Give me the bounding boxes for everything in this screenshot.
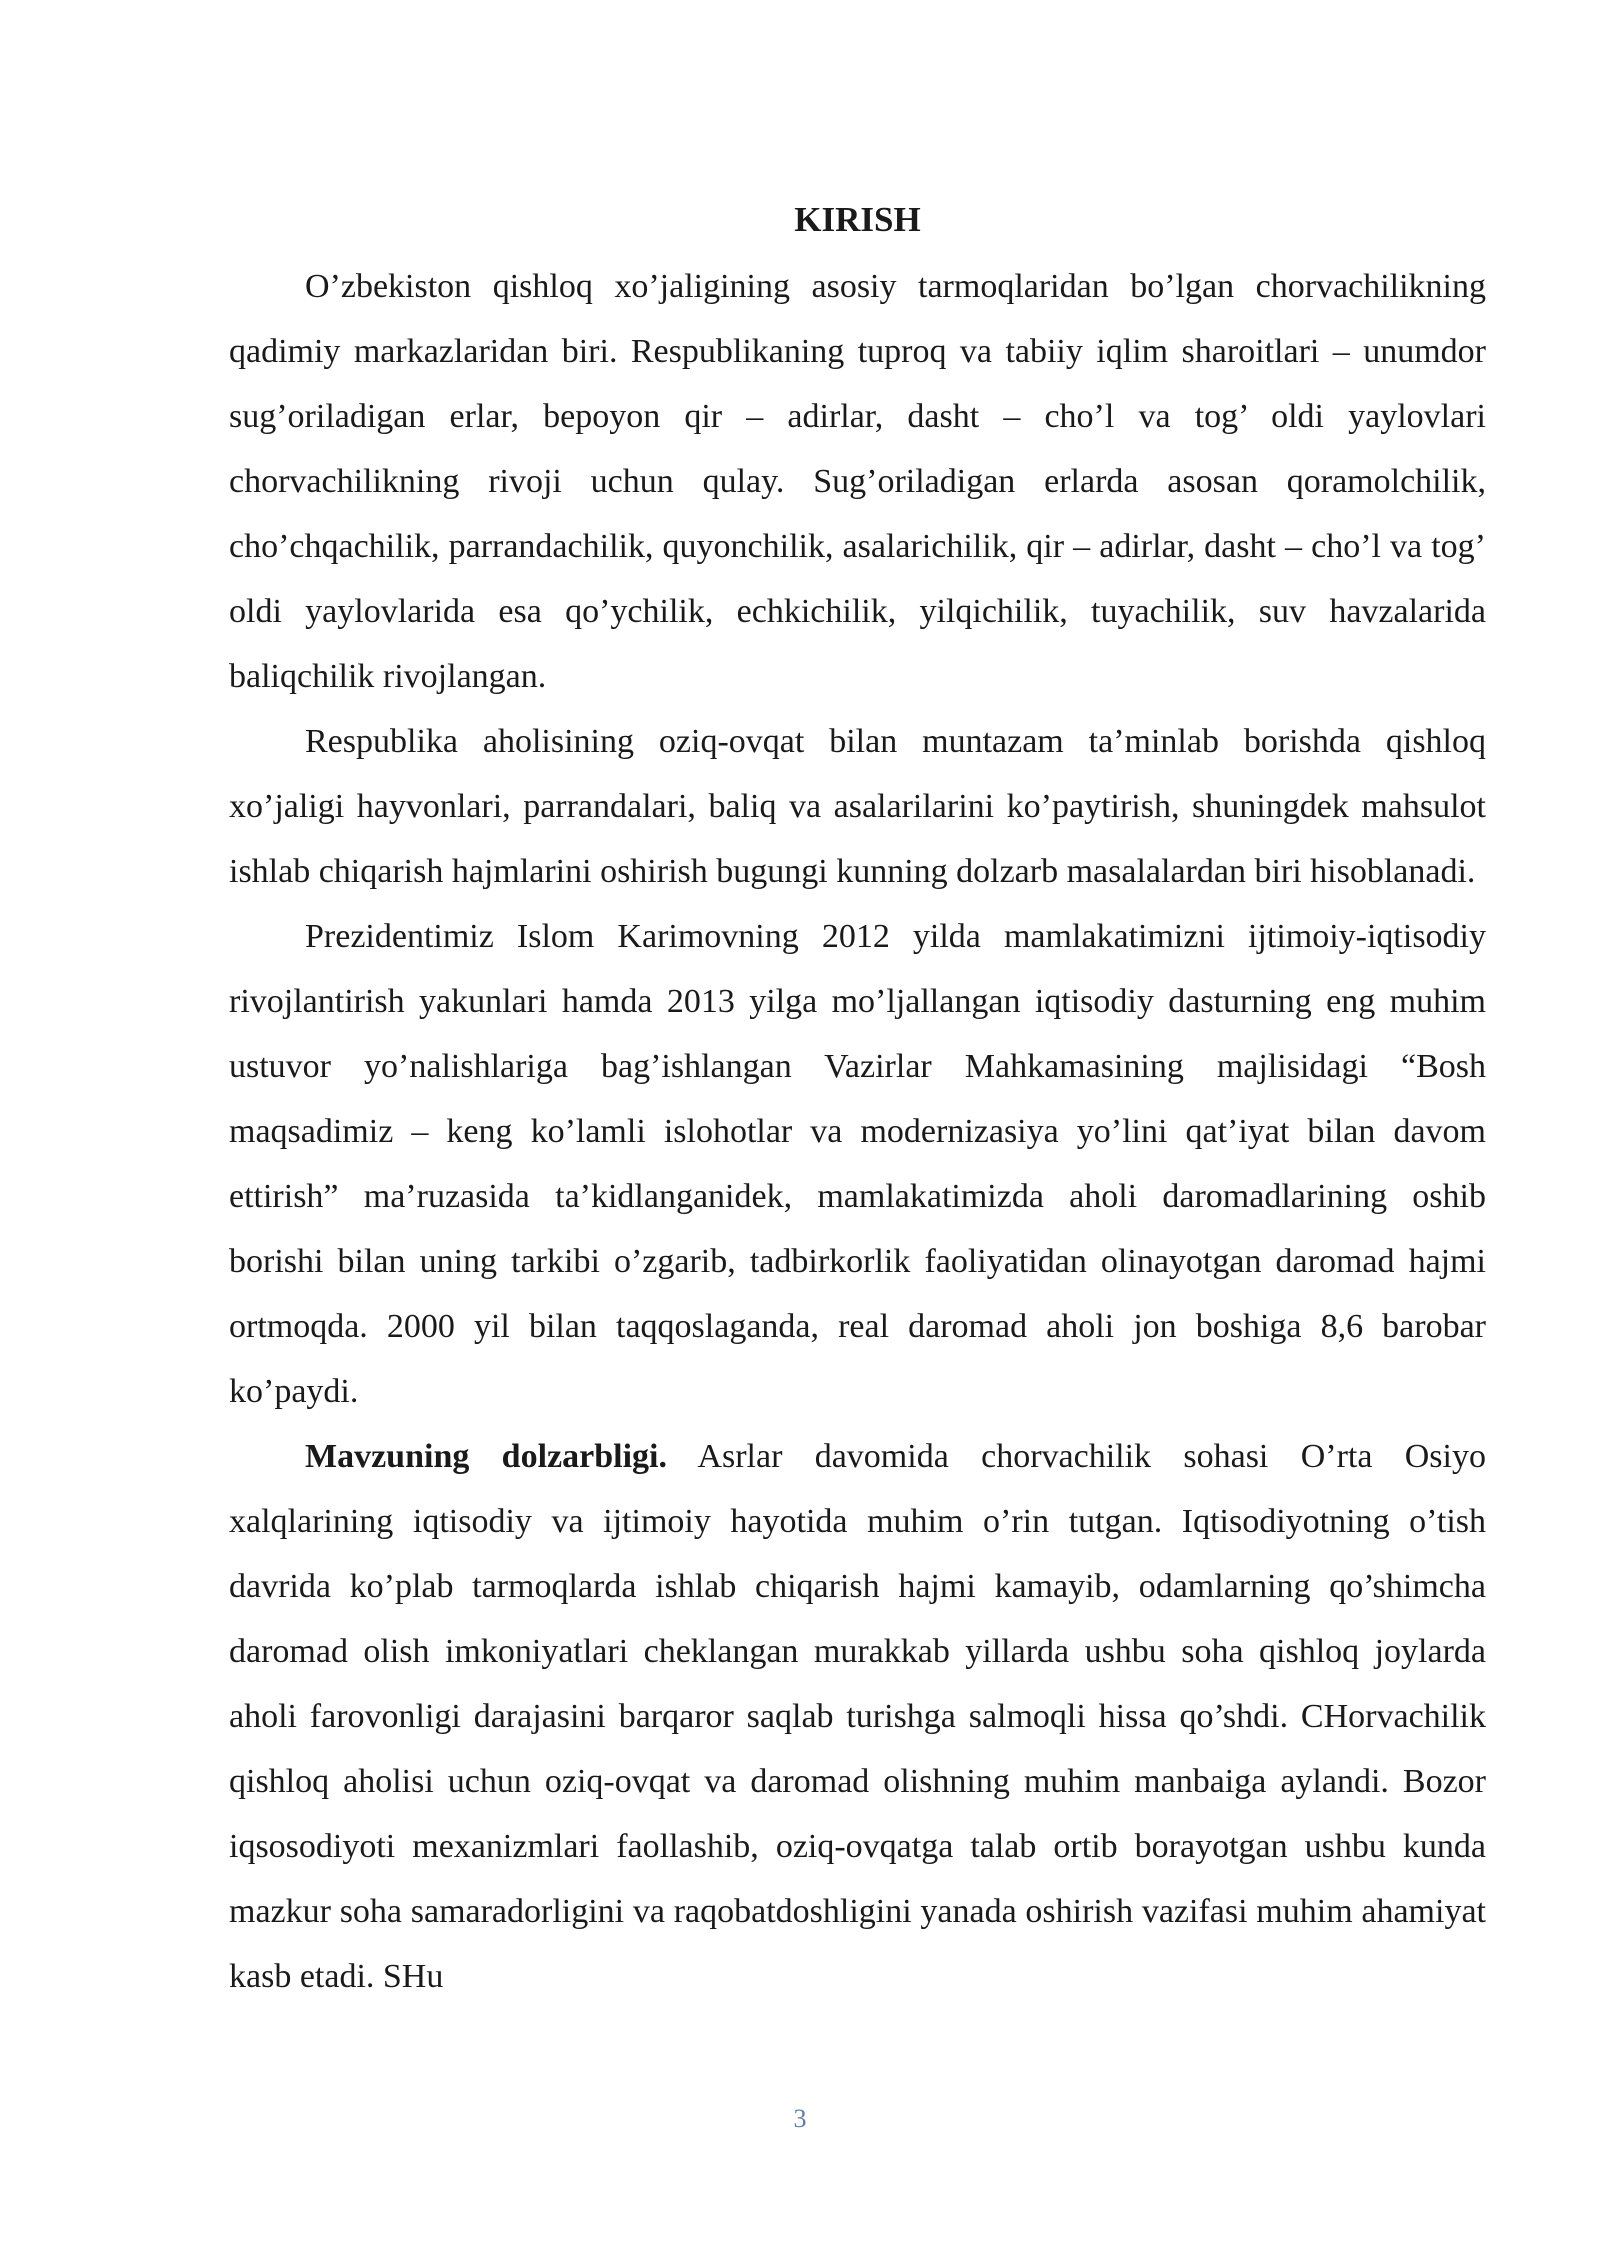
paragraph-text: Asrlar davomida chorvachilik sohasi O’rta Osiyo xalqlarining iqtisodiy va ijtimoiy hayotida muhim o’rin tutgan. Iqtisodiyotning o’tish davrida ko’plab tarmoqlarda ishlab chiqarish hajmi kamayib, odamlarning qo’shimcha daromad olish imkoniyatlari cheklangan murakkab yillarda ushbu soha qishloq joylarda aholi farovonligi darajasini barqaror saqlab turishga salmoqli hissa qo’shdi. CHorvachilik qishloq aholisi uchun oziq-ovqat va daromad olishning muhim manbaiga aylandi. Bozor iqsosodiyoti mexanizmlari faollashib, oziq-ovqatga talab ortib borayotgan ushbu kunda mazkur soha samaradorligini va raqobatdoshligini yanada oshirish vazifasi muhim ahamiyat kasb etadi. SHu <box>229 1438 1486 1995</box>
page-number: 3 <box>793 2104 807 2133</box>
paragraph-lead-heading: Mavzuning dolzarbligi. <box>305 1438 667 1475</box>
paragraph-food-supply <box>229 709 1486 904</box>
paragraph-relevance <box>229 1424 1486 2009</box>
document-page <box>229 196 1486 2009</box>
paragraph-president-speech <box>229 904 1486 1424</box>
paragraph-text: Respublika aholisining oziq-ovqat bilan muntazam ta’minlab borishda qishloq xo’jaligi hayvonlari, parrandalari, baliq va asalarilarini ko’paytirish, shuningdek mahsulot ishlab chiqarish hajmlarini oshirish bugungi kunning dolzarb masalalardan biri hisoblanadi. <box>229 723 1486 890</box>
paragraph-intro <box>229 254 1486 709</box>
paragraph-text: O’zbekiston qishloq xo’jaligining asosiy tarmoqlaridan bo’lgan chorvachilikning qadimiy markazlaridan biri. Respublikaning tuproq va tabiiy iqlim sharoitlari – unumdor sug’oriladigan erlar, bepoyon qir – adirlar, dasht – cho’l va tog’ oldi yaylovlari chorvachilikning rivoji uchun qulay. Sug’oriladigan erlarda asosan qoramolchilik, cho’chqachilik, parrandachilik, quyonchilik, asalarichilik, qir – adirlar, dasht – cho’l va tog’ oldi yaylovlarida esa qo’ychilik, echkichilik, yilqichilik, tuyachilik, suv havzalarida baliqchilik rivojlangan. <box>229 268 1486 695</box>
paragraph-text: Prezidentimiz Islom Karimovning 2012 yilda mamlakatimizni ijtimoiy-iqtisodiy rivojlantirish yakunlari hamda 2013 yilga mo’ljallangan iqtisodiy dasturning eng muhim ustuvor yo’nalishlariga bag’ishlangan Vazirlar Mahkamasining majlisidagi “Bosh maqsadimiz – keng ko’lamli islohotlar va modernizasiya yo’lini qat’iyat bilan davom ettirish” ma’ruzasida ta’kidlanganidek, mamlakatimizda aholi daromadlarining oshib borishi bilan uning tarkibi o’zgarib, tadbirkorlik faoliyatidan olinayotgan daromad hajmi ortmoqda. 2000 yil bilan taqqoslaganda, real daromad aholi jon boshiga 8,6 barobar ko’paydi. <box>229 918 1486 1410</box>
page-title: KIRISH <box>794 200 921 239</box>
